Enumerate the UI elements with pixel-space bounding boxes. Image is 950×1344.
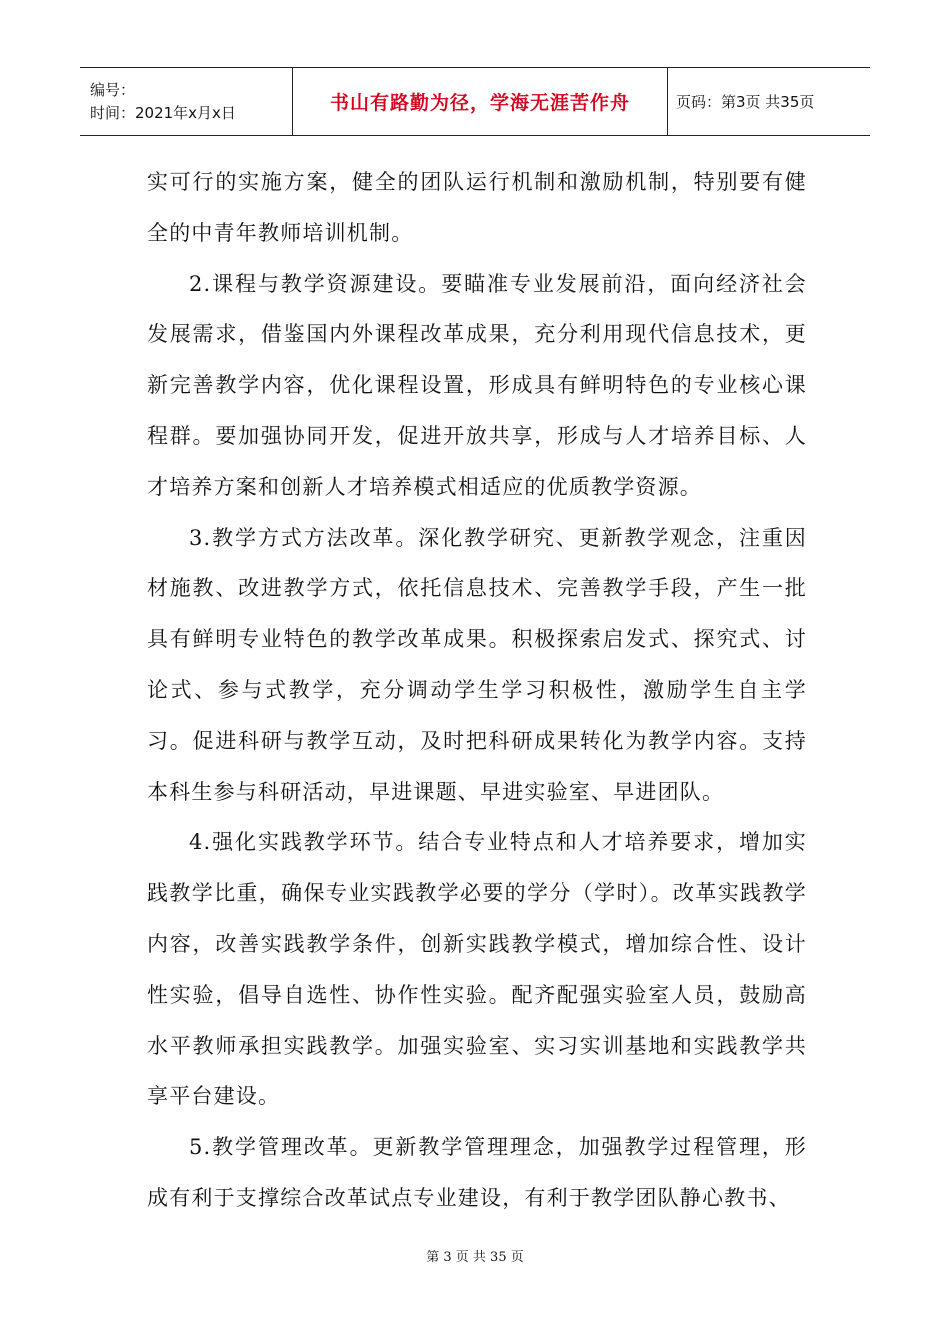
body-paragraph-curriculum: 2.课程与教学资源建设。要瞄准专业发展前沿，面向经济社会发展需求，借鉴国内外课程改革成果，充分利用现代信息技术，更新完善教学内容，优化课程设置，形成具有鲜明特色的专业核心课程群。要加强协同开发，促进开放共享，形成与人才培养目标、人才培养方案和创新人才培养模式相适应的优质教学资源。	[147, 271, 807, 499]
page-footer	[0, 1246, 950, 1265]
body-paragraph-management: 5.教学管理改革。更新教学管理理念，加强教学过程管理，形成有利于支撑综合改革试点专业建设，有利于教学团队静心教书、	[147, 1135, 807, 1210]
document-number-label: 编号：	[90, 80, 136, 99]
document-date-label: 时间：2021年x月x日	[90, 103, 236, 122]
body-paragraph-continued: 实可行的实施方案，健全的团队运行机制和激励机制，特别要有健全的中青年教师培训机制。	[147, 170, 807, 245]
header-motto: 书山有路勤为径，学海无涯苦作舟	[329, 92, 630, 114]
footer-page-number: 第 3 页 共 35 页	[426, 1250, 524, 1265]
header-page-info: 页码：第3页 共35页	[676, 93, 815, 111]
body-paragraph-practice: 4.强化实践教学环节。结合专业特点和人才培养要求，增加实践教学比重，确保专业实践教学必要的学分（学时）。改革实践教学内容，改善实践教学条件，创新实践教学模式，增加综合性、设计性实验，倡导自选性、协作性实验。配齐配强实验室人员，鼓励高水平教师承担实践教学。加强实验室、实习实训基地和实践教学共享平台建设。	[147, 830, 807, 1109]
header-page-cell	[668, 68, 870, 135]
document-body	[147, 157, 807, 1224]
header-meta	[80, 68, 292, 135]
header-motto-cell	[292, 68, 668, 135]
page-header	[80, 67, 870, 136]
body-paragraph-teaching-methods: 3.教学方式方法改革。深化教学研究、更新教学观念，注重因材施教、改进教学方式，依托信息技术、完善教学手段，产生一批具有鲜明专业特色的教学改革成果。积极探索启发式、探究式、讨论式、参与式教学，充分调动学生学习积极性，激励学生自主学习。促进科研与教学互动，及时把科研成果转化为教学内容。支持本科生参与科研活动，早进课题、早进实验室、早进团队。	[147, 525, 807, 804]
